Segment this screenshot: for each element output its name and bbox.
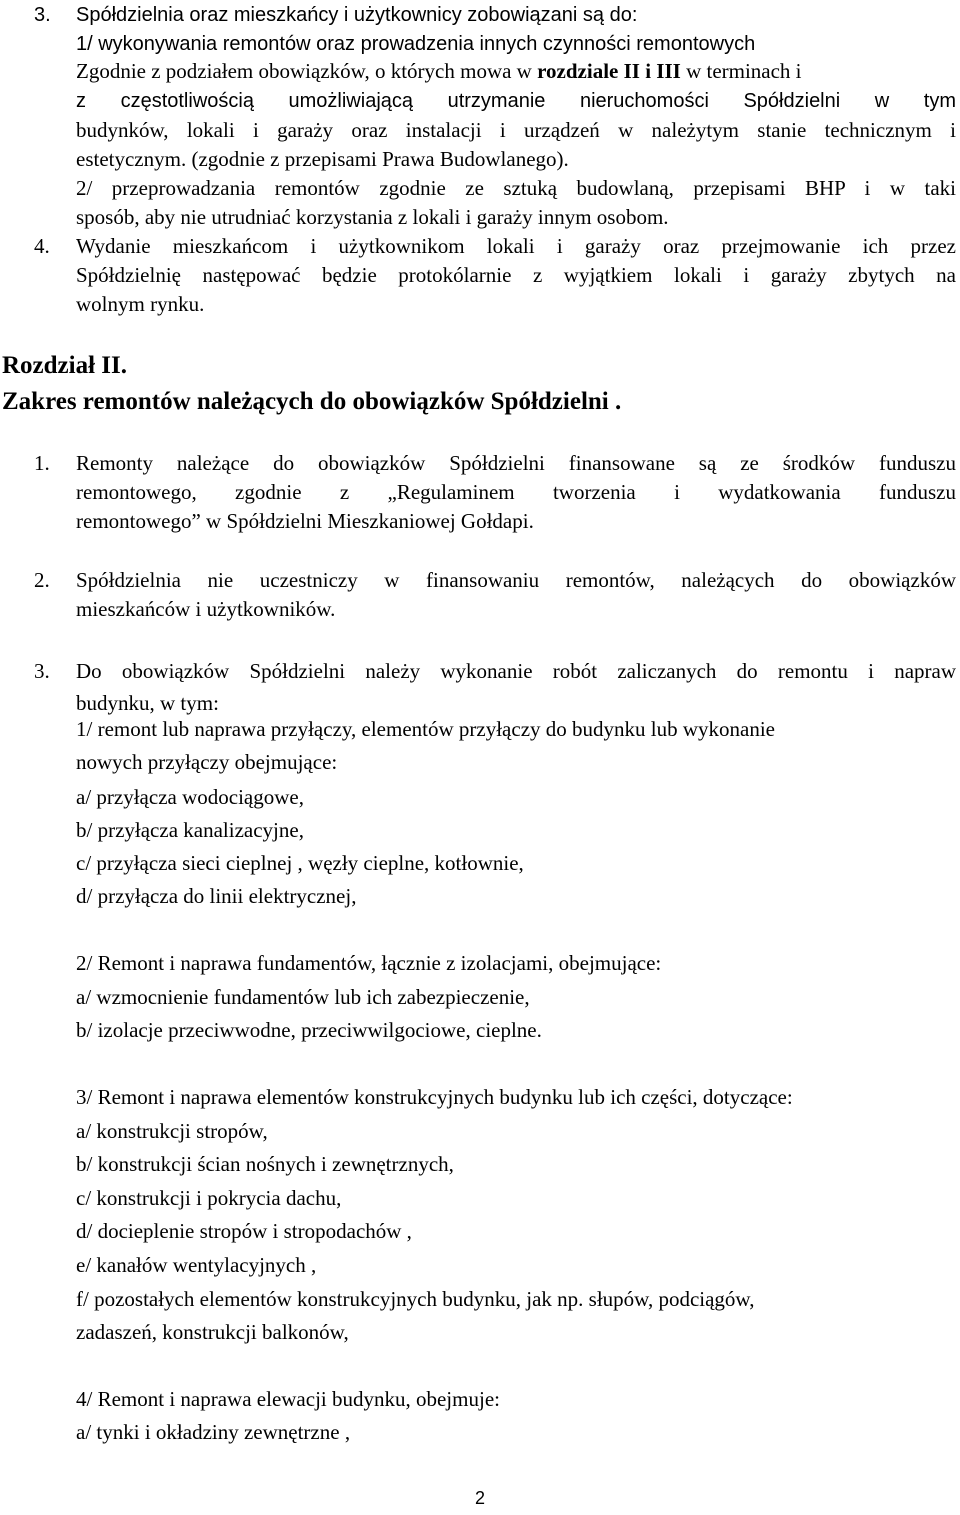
list-item: b/ przyłącza kanalizacyjne, [76, 818, 304, 842]
page-number: 2 [474, 1488, 485, 1508]
paragraph-line: mieszkańców i użytkowników. [76, 597, 336, 621]
item-number: 3. [34, 659, 50, 683]
item-number: 1. [34, 451, 50, 475]
chapter-title: Rozdział II. [2, 352, 127, 379]
paragraph-line: 1/ wykonywania remontów oraz prowadzenia innych czynności remontowych [76, 33, 756, 55]
paragraph-line: Spółdzielnię następować będzie protokólarnie z wyjątkiem lokali i garaży zbytych na [76, 263, 956, 287]
paragraph-line: estetycznym. (zgodnie z przepisami Prawa Budowlanego). [76, 147, 569, 171]
list-item: e/ kanałów wentylacyjnych , [76, 1253, 317, 1277]
paragraph-line: nowych przyłączy obejmujące: [76, 750, 338, 774]
bold-reference: rozdziale II i III [537, 59, 681, 83]
paragraph-line: sposób, aby nie utrudniać korzystania z lokali i garaży innym osobom. [76, 205, 669, 229]
list-item: d/ przyłącza do linii elektrycznej, [76, 884, 357, 908]
text-run: Zgodnie z podziałem obowiązków, o których mowa w [76, 59, 538, 83]
item-number: 2. [34, 568, 50, 592]
paragraph-line: 1/ remont lub naprawa przyłączy, elementów przyłączy do budynku lub wykonanie [76, 717, 775, 741]
text-run: w terminach i [680, 59, 802, 83]
paragraph-line: Spółdzielnia oraz mieszkańcy i użytkownicy zobowiązani są do: [76, 4, 638, 26]
paragraph-line: Spółdzielnia nie uczestniczy w finansowaniu remontów, należących do obowiązków [76, 568, 956, 592]
paragraph-line: remontowego, zgodnie z „Regulaminem tworzenia i wydatkowania funduszu [76, 480, 956, 504]
section-number: 3. [34, 4, 51, 26]
chapter-subtitle: Zakres remontów należących do obowiązków Spółdzielni . [2, 388, 622, 415]
list-item: a/ wzmocnienie fundamentów lub ich zabezpieczenie, [76, 985, 530, 1009]
list-item: c/ przyłącza sieci cieplnej , węzły cieplne, kotłownie, [76, 851, 524, 875]
list-item: a/ konstrukcji stropów, [76, 1119, 268, 1143]
list-item: b/ konstrukcji ścian nośnych i zewnętrznych, [76, 1152, 454, 1176]
paragraph-line: z częstotliwością umożliwiającą utrzymanie nieruchomości Spółdzielni w tym [76, 90, 956, 112]
list-item: d/ docieplenie stropów i stropodachów , [76, 1219, 412, 1243]
paragraph-line: 4/ Remont i naprawa elewacji budynku, obejmuje: [76, 1387, 500, 1411]
paragraph-line [76, 58, 956, 84]
list-item: a/ przyłącza wodociągowe, [76, 785, 304, 809]
list-item: a/ tynki i okładziny zewnętrzne , [76, 1420, 351, 1444]
paragraph-line: Wydanie mieszkańcom i użytkownikom lokali i garaży oraz przejmowanie ich przez [76, 234, 956, 258]
section-number: 4. [34, 234, 50, 258]
paragraph-line: 2/ Remont i naprawa fundamentów, łącznie z izolacjami, obejmujące: [76, 951, 662, 975]
paragraph-line: budynków, lokali i garaży oraz instalacji i urządzeń w należytym stanie technicznym i [76, 118, 956, 142]
paragraph-line: wolnym rynku. [76, 292, 205, 316]
list-item: zadaszeń, konstrukcji balkonów, [76, 1320, 349, 1344]
list-item: c/ konstrukcji i pokrycia dachu, [76, 1186, 342, 1210]
paragraph-line: Do obowiązków Spółdzielni należy wykonanie robót zaliczanych do remontu i napraw [76, 659, 956, 683]
list-item: b/ izolacje przeciwwodne, przeciwwilgociowe, cieplne. [76, 1018, 542, 1042]
paragraph-line: budynku, w tym: [76, 691, 219, 715]
paragraph-line: 3/ Remont i naprawa elementów konstrukcyjnych budynku lub ich części, dotyczące: [76, 1085, 793, 1109]
paragraph-line: 2/ przeprowadzania remontów zgodnie ze sztuką budowlaną, przepisami BHP i w taki [76, 176, 956, 200]
paragraph-line: remontowego” w Spółdzielni Mieszkaniowej Gołdapi. [76, 509, 534, 533]
paragraph-line: Remonty należące do obowiązków Spółdzielni finansowane są ze środków funduszu [76, 451, 956, 475]
list-item: f/ pozostałych elementów konstrukcyjnych budynku, jak np. słupów, podciągów, [76, 1287, 755, 1311]
